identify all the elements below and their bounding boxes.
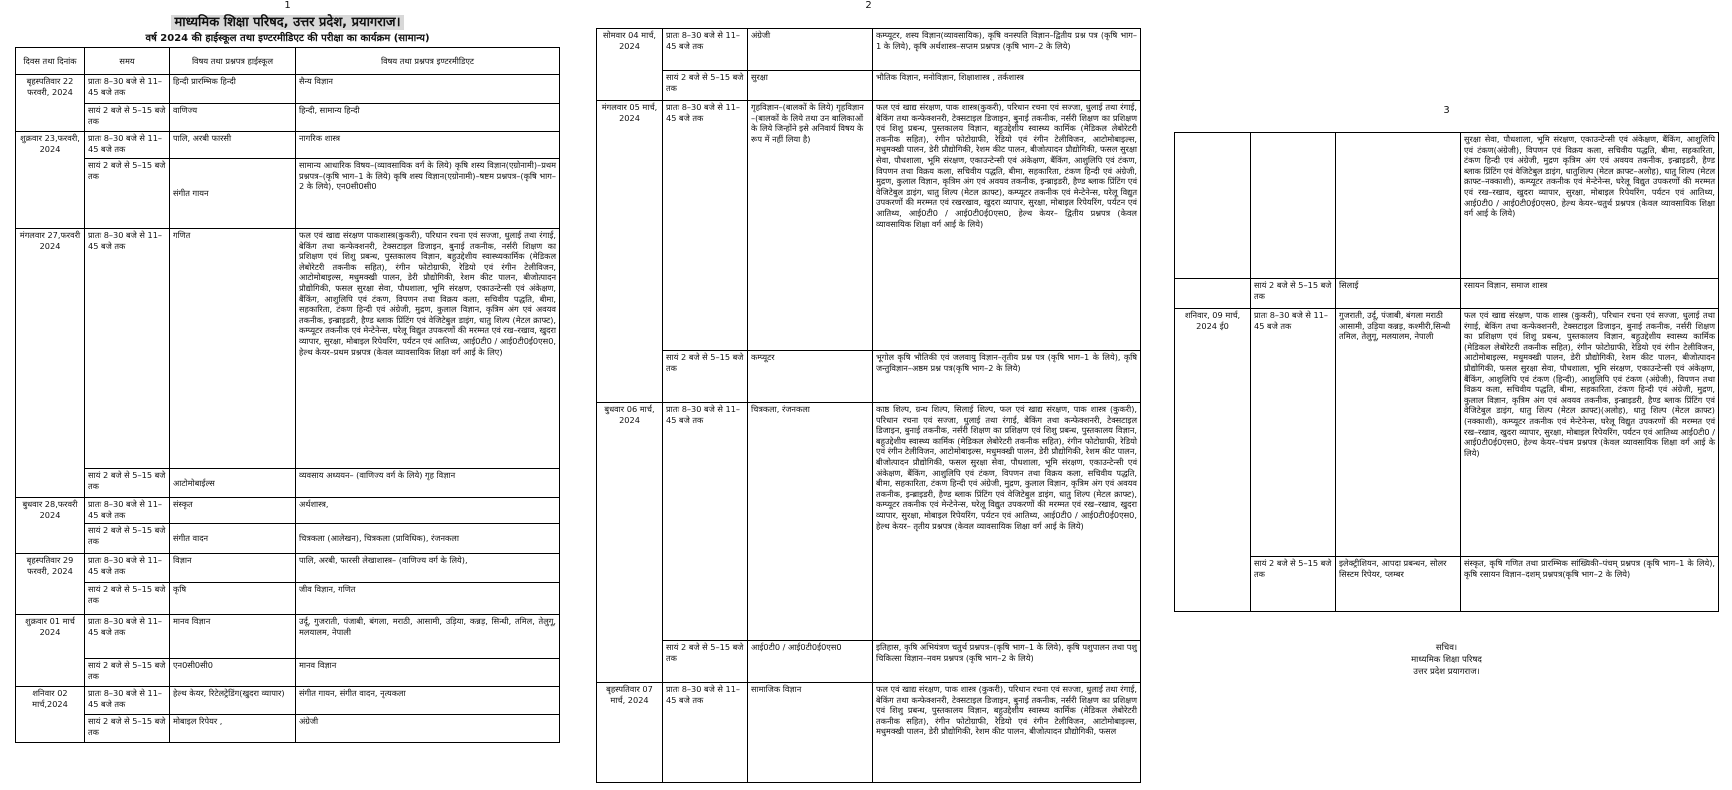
table-row (597, 351, 1141, 403)
document-title: माध्यमिक शिक्षा परिषद, उत्तर प्रदेश, प्रयागराज। (15, 14, 560, 32)
intermediate-subject: इतिहास, कृषि अभियंत्रण चतुर्थ प्रश्नपत्र–(कृषि भाग–1 के लिये), कृषि पशुपालन तथा पशु चिकित्सा विज्ञान–नवम प्रश्नपत्र (कृषि भाग–2 के लिये) (873, 641, 1141, 683)
page-3 (1174, 0, 1719, 678)
table-row (16, 132, 560, 159)
col-header-highschool: विषय तथा प्रश्नपत्र हाईस्कूल (170, 48, 296, 75)
time-cell: प्रातः 8–30 बजे से 11–45 बजे तक (663, 101, 748, 351)
day-cell: बुधवार 28,फरवरी 2024 (16, 498, 85, 554)
signature-location: उत्तर प्रदेश प्रयागराज। (1413, 667, 1480, 677)
document-subtitle: वर्ष 2024 की हाईस्कूल तथा इण्टरमीडिएट की परीक्षा का कार्यक्रम (सामान्य) (145, 33, 430, 44)
signature-title: सचिव। (1435, 643, 1458, 653)
intermediate-subject: रसायन विज्ञान, समाज शास्त्र (1461, 279, 1719, 309)
time-cell: प्रातः 8–30 बजे से 11–45 बजे तक (85, 615, 170, 659)
time-cell: सायं 2 बजे से 5–15 बजे तक (1251, 557, 1336, 612)
table-row (1175, 133, 1719, 279)
intermediate-subject: सामान्य आधारिक विषय–(व्यावसायिक वर्ग के लिये) कृषि शस्य विज्ञान(एग्रोनामी)–प्रथम प्रश्नपत्र–(कृषि भाग–1 के लिये) कृषि शस्य विज्ञान(एग्रोनामी)–षष्टम प्रश्नपत्र–(कृषि भाग–2 के लिये), एन0सी0सी0 (296, 159, 560, 229)
time-cell: सायं 2 बजे से 5–15 बजे तक (85, 524, 170, 554)
intermediate-subject: पालि, अरबी, फारसी लेखाशास्त्र– (वाणिज्य वर्ग के लिये), (296, 554, 560, 583)
highschool-subject: सुरक्षा (748, 71, 873, 101)
intermediate-subject: व्यवसाय अध्ययन– (वाणिज्य वर्ग के लिये) गृह विज्ञान (296, 469, 560, 498)
table-row (1175, 557, 1719, 612)
highschool-subject: इलेक्ट्रीशियन, आपदा प्रबन्धन, सोलर सिस्टम रिपेयर, प्लम्बर (1336, 557, 1461, 612)
highschool-subject: संगीत वादन (170, 524, 296, 554)
highschool-subject: मानव विज्ञान (170, 615, 296, 659)
page-1 (15, 0, 560, 743)
day-cell: बृहस्पतिवार 22 फरवरी, 2024 (16, 75, 85, 132)
col-header-time: समय (85, 48, 170, 75)
highschool-subject: विज्ञान (170, 554, 296, 583)
day-cell-continued (1175, 133, 1251, 279)
intermediate-subject: चित्रकला (आलेखन), चित्रकला (प्राविधिक), रंजनकला (296, 524, 560, 554)
intermediate-subject: फल एवं खाद्य संरक्षण, पाक शास्त्र (कुकरी), परिधान रचना एवं सज्जा, धुलाई तथा रंगाई, बेकिंग तथा कन्फेक्शनरी, टेक्सटाइल डिजाइन, बुनाई तकनीक, नर्सरी शिक्षण का प्रशिक्षण एवं शिशु प्रबन्ध, पुस्तकालय विज्ञान, बहुउद्देशीय स्वास्थ्य कार्मिक (मेडिकल लेबोरेटरी तकनीक सहित), रंगीन फोटोग्राफी, रेडियो एवं रंगीन टेलीविजन, आटोमोबाइल्स, मधुमक्खी पालन, डेरी प्रौद्योगिकी, रेशम कीट पालन, बीजोत्पादन प्रौद्योगिकी, फसल (873, 683, 1141, 783)
table-row (16, 469, 560, 498)
highschool-subject: कम्प्यूटर (748, 351, 873, 403)
intermediate-subject: फल एवं खाद्य संरक्षण, पाक शास्त्र (कुकरी), परिधान रचना एवं सज्जा, धुलाई तथा रंगाई, बेकिंग तथा कन्फेक्शनरी, टेक्सटाइल डिजाइन, बुनाई तकनीक, नर्सरी शिक्षण का प्रशिक्षण एवं शिशु प्रबन्ध, पुस्तकालय विज्ञान, बहुउद्देशीय स्वास्थ्य कार्मिक (मेडिकल लेबोरेटरी तकनीक सहित), रंगीन फोटोग्राफी, रेडियो एवं रंगीन टेलीविजन, आटोमोबाइल्स, मधुमक्खी पालन, डेरी प्रौद्योगिकी, रेशम कीट पालन, बीजोत्पादन प्रौद्योगिकी, फसल सुरक्षा सेवा, पौधशाला, भूमि संरक्षण, एकाउन्टेन्सी एवं अंकेक्षण, बैंकिंग, आशुलिपि एवं टंकण (हिन्दी), आशुलिपि एवं टंकण (अंग्रेजी), विपणन तथा विक्रय कला, सचिवीय पद्धति, बीमा, सहकारिता, टंकण हिन्दी एवं अंग्रेजी, मुद्रण, कुलाल विज्ञान, कृत्रिम अंग एवं अवयव तकनीक, इन्ब्राइडरी, हैण्ड ब्लाक प्रिंटिंग एवं वेजिटेबुल डाइंग, धातु शिल्प (मेटल क्राफ्ट)(अलोह), धातु शिल्प (मेटल क्राफ्ट)(नक्काशी), कम्प्यूटर तकनीक एवं मेन्टेनेन्स, घरेलू विद्युत उपकरणों की मरम्मत एवं रख–रखाव, खुदरा व्यापार, सुरक्षा, मोबाइल रिपेयरिंग, पर्यटन एवं आतिथ्य आई0टी0 / आई0टी0ई0एस0, हेल्थ केयर–पंचम प्रश्नपत्र (केवल व्यावसायिक शिक्षा वर्ग आई के लिये) (1461, 309, 1719, 557)
page-3-top (1174, 0, 1719, 116)
day-cell-continued (1175, 279, 1251, 309)
intermediate-subject: अर्थशास्त्र, (296, 498, 560, 524)
page-number: 2 (865, 0, 872, 11)
time-cell: प्रातः 8–30 बजे से 11–45 बजे तक (663, 403, 748, 641)
time-cell: प्रातः 8–30 बजे से 11–45 बजे तक (85, 554, 170, 583)
signature-block (1174, 642, 1719, 678)
page-number: 1 (284, 0, 291, 11)
table-row (16, 554, 560, 583)
time-cell: सायं 2 बजे से 5–15 बजे तक (663, 71, 748, 101)
highschool-subject: आटोमोबाईल्स (170, 469, 296, 498)
day-cell: सोमवार 04 मार्च, 2024 (597, 29, 663, 101)
intermediate-subject: फल एवं खाद्य संरक्षण पाकशास्त्र(कुकरी), परिधान रचना एवं सज्जा, धुलाई तथा रंगाई, बेकिंग तथा कन्फेक्शनरी, टेक्सटाइल डिजाइन, बुनाई तकनीक, नर्सरी शिक्षण का प्रशिक्षण एवं शिशु प्रबन्ध, पुस्तकालय विज्ञान, बहुउद्देशीय स्वास्थ्यकार्मिक (मेडिकल लेबोरेटरी तकनीक सहित), रंगीन फोटोग्राफी, रेडियो एवं रंगीन टेलीविजन, आटोमोबाइल्स, मधुमक्खी पालन, डेरी प्रौद्योगिकी, रेशम कीट पालन, बीजोत्पादन प्रौद्योगिकी, फसल सुरक्षा सेवा, पौधशाला, भूमि संरक्षण, एकाउन्टेन्सी एवं अंकेक्षण, बैंकिंग, आशुलिपि एवं टंकण, विपणन तथा विक्रय कला, सचिवीय पद्धति, बीमा, सहकारिता, टंकण हिन्दी एवं अंग्रेजी, मुद्रण, कुलाल विज्ञान, कृत्रिम अंग एवं अवयव तकनीक, इन्ब्राइडरी, हैण्ड ब्लाक प्रिंटिंग एवं वेजिटेबुल डाइंग, धातु शिल्प (मेटल क्राफ्ट), कम्प्यूटर तकनीक एवं मेन्टेनेन्स, घरेलू विद्युत उपकरणों की मरम्मत एवं रख–रखाव, खुदरा व्यापार, सुरक्षा, मोबाइल रिपेयरिंग, पर्यटन एवं आतिथ्य, आई0टी0 / आई0टी0ई0एस0, हेल्थ केयर–प्रथम प्रश्नपत्र (केवल व्यावसायिक शिक्षा वर्ग आई के लिए) (296, 229, 560, 469)
intermediate-subject: सुरक्षा सेवा, पौधशाला, भूमि संरक्षण, एकाउन्टेन्सी एवं अंकेक्षण, बैंकिंग, आशुलिपि एवं टंकण(अंग्रेजी), विपणन एवं विक्रय कला, सचिवीय पद्धति, बीमा, सहकारिता, टंकण हिन्दी एवं अंग्रेजी, मुद्रण कृत्रिम अंग एवं अवयव तकनीक, इन्ब्राइडरी, हैण्ड ब्लाक प्रिंटिंग एवं वेजिटेबुल डाइंग, धातुशिल्प (मेटल क्राफ्ट–अलोह), धातु शिल्प (मेटल क्राफ्ट–नक्काशी), कम्प्यूटर तकनीक एवं मेन्टेनेन्स, घरेलू विद्युत उपकरणों की मरम्मत एवं रख–रखाव, खुदरा व्यापार, सुरक्षा, मोबाइल रिपेयरिंग, पर्यटन एवं आतिथ्य, आई0टी0 / आई0टी0ई0एस0, हेल्थ केयर–चतुर्थ प्रश्नपत्र (केवल व्यावसायिक शिक्षा वर्ग आई के लिये) (1461, 133, 1719, 279)
time-cell: प्रातः 8–30 बजे से 11–45 बजे तक (663, 29, 748, 71)
table-row (1175, 309, 1719, 557)
highschool-subject: संस्कृत (170, 498, 296, 524)
intermediate-subject: नागरिक शास्त्र (296, 132, 560, 159)
day-cell: मंगलवार 27,फरवरी 2024 (16, 229, 85, 498)
intermediate-subject: संस्कृत, कृषि गणित तथा प्रारम्भिक सांख्यिकी–पंचम् प्रश्नपत्र (कृषि भाग–1 के लिये), कृषि रसायन विज्ञान–दशम् प्रश्नपत्र(कृषि भाग–2 के लिये) (1461, 557, 1719, 612)
highschool-subject: मोबाइल रिपेयर , (170, 715, 296, 743)
time-cell: सायं 2 बजे से 5–15 बजे तक (1251, 279, 1336, 309)
table-row (16, 687, 560, 715)
table-row (16, 229, 560, 469)
intermediate-subject: मानव विज्ञान (296, 659, 560, 687)
time-cell: प्रातः 8–30 बजे से 11–45 बजे तक (85, 498, 170, 524)
table-row (16, 104, 560, 132)
table-row (16, 524, 560, 554)
intermediate-subject: हिन्दी, सामान्य हिन्दी (296, 104, 560, 132)
col-header-day: दिवस तथा दिनांक (16, 48, 85, 75)
table-row (597, 403, 1141, 641)
highschool-subject: हेल्थ केयर, रिटेलट्रेडिंग(खुदरा व्यापार) (170, 687, 296, 715)
table-row (16, 583, 560, 615)
highschool-subject: हिन्दी प्रारम्भिक हिन्दी (170, 75, 296, 104)
intermediate-subject: अंग्रेजी (296, 715, 560, 743)
day-cell: शनिवार 02 मार्च,2024 (16, 687, 85, 743)
time-cell: सायं 2 बजे से 5–15 बजे तक (663, 351, 748, 403)
intermediate-subject: काष्ठ शिल्प, ग्रन्थ शिल्प, सिलाई शिल्प, फल एवं खाद्य संरक्षण, पाक शास्त्र (कुकरी), परिधान रचना एवं सज्जा, धुलाई तथा रंगाई, बेकिंग तथा कन्फेक्शनरी, टेक्सटाइल डिजाइन, बुनाई तकनीक, नर्सरी शिक्षण का प्रशिक्षण एवं शिशु प्रबन्ध, पुस्तकालय विज्ञान, बहुउद्देशीय स्वास्थ्य कार्मिक (मेडिकल लेबोरेटरी तकनीक सहित), रंगीन फोटोग्राफी, रेडियो एवं रंगीन टेलीविजन, आटोमोबाइल्स, मधुमक्खी पालन, डेरी प्रौद्योगिकी, रेशम कीट पालन, बीजोत्पादन प्रौद्योगिकी, फसल सुरक्षा सेवा, पौधशाला, भूमि संरक्षण, एकाउन्टेन्सी एवं अंकेक्षण, बैंकिंग, आशुलिपि एवं टंकण, विपणन तथा विक्रय कला, सचिवीय पद्धति, बीमा, सहकारिता, टंकण हिन्दी एवं अंग्रेजी, मुद्रण, कुलाल विज्ञान, कृत्रिम अंग एवं अवयव तकनीक, इन्ब्राइडरी, हैण्ड ब्लाक प्रिंटिंग एवं वेजिटेबुल डाइंग, धातु शिल्प (मेटल क्राफ्ट), कम्प्यूटर तकनीक एवं मेन्टेनेन्स, घरेलू विद्युत उपकरणों की मरम्मत एवं रख–रखाव, खुदरा व्यापार, सुरक्षा, मोबाइल रिपेयरिंग, पर्यटन एवं आतिथ्य, आई0टी0 / आई0टी0ई0एस0, हेल्थ केयर– तृतीय प्रश्नपत्र (केवल व्यावसायिक शिक्षा वर्ग आई के लिये) (873, 403, 1141, 641)
schedule-table-page-2 (596, 28, 1141, 783)
table-row (597, 71, 1141, 101)
intermediate-subject: उर्दू, गुजराती, पंजाबी, बंगला, मराठी, आसामी, उड़िया, कन्नड़, सिन्धी, तमिल, तेलुगू, मलयालम, नेपाली (296, 615, 560, 659)
table-row (597, 29, 1141, 71)
time-cell: प्रातः 8–30 बजे से 11–45 बजे तक (85, 75, 170, 104)
table-row (16, 715, 560, 743)
time-cell: सायं 2 बजे से 5–15 बजे तक (85, 159, 170, 229)
table-row (16, 659, 560, 687)
schedule-table-page-1 (15, 47, 560, 743)
intermediate-subject: फल एवं खाद्य संरक्षण, पाक शास्त्र(कुकरी), परिधान रचना एवं सज्जा, धुलाई तथा रंगाई, बेकिंग तथा कन्फेक्शनरी, टेक्सटाइल डिजाइन, बुनाई तकनीक, नर्सरी शिक्षण का प्रशिक्षण एवं शिशु प्रबन्ध, पुस्तकालय विज्ञान, बहुउद्देशीय स्वास्थ्य कार्मिक (मेडिकल लेबोरेटरी तकनीक सहित), रंगीन फोटोग्राफी, रेडियो एवं रंगीन टेलीविजन, आटोमोबाइल्स, मधुमक्खी पालन, डेरी प्रौद्योगिकी, रेशम कीट पालन, बीजोत्पादन प्रौद्योगिकी, फसल सुरक्षा सेवा, पौधशाला, भूमि संरक्षण, एकाउन्टेन्सी एवं अंकेक्षण, बैंकिंग, आशुलिपि एवं टंकण, विपणन तथा विक्रय कला, सचिवीय पद्धति, बीमा, सहकारिता, टंकण हिन्दी एवं अंग्रेजी, मुद्रण, कुलाल विज्ञान, कृत्रिम अंग एवं अवयव तकनीक, इन्ब्राइडरी, हैण्ड ब्लाक प्रिंटिंग एवं वेजिटेबुल डाइंग, धातु शिल्प (मेटल क्राफ्ट), कम्प्यूटर तकनीक एवं मेन्टेनेन्स, घरेलू विद्युत उपकरणों की मरम्मत एवं रखरखाव, खुदरा व्यापार, सुरक्षा, मोबाइल रिपेयरिंग, पर्यटन एवं आतिथ्य, आई0टी0 / आई0टी0ई0एस0, हेल्थ केयर– द्वितीय प्रश्नपत्र (केवल व्यावसायिक शिक्षा वर्ग आई के लिये) (873, 101, 1141, 351)
highschool-subject: गुजराती, उर्दू, पंजाबी, बंगला मराठी आसामी, उड़िया कन्नड़, कश्मीरी,सिन्धी तमिल, तेलुगू, मलयालम, नेपाली (1336, 309, 1461, 557)
highschool-subject: आई0टी0 / आई0टी0ई0एस0 (748, 641, 873, 683)
time-cell: प्रातः 8–30 बजे से 11–45 बजे तक (663, 683, 748, 783)
table-row (597, 641, 1141, 683)
highschool-subject: संगीत गायन (170, 159, 296, 229)
highschool-subject: गृहविज्ञान–(बालकों के लिये) गृहविज्ञान –(बालकों के लिये तथा उन बालिकाओं के लिये जिन्होंने इसे अनिवार्य विषय के रूप में नहीं लिया है) (748, 101, 873, 351)
highschool-subject: एन0सी0सी0 (170, 659, 296, 687)
time-cell: सायं 2 बजे से 5–15 बजे तक (663, 641, 748, 683)
highschool-subject: वाणिज्य (170, 104, 296, 132)
intermediate-subject: जीव विज्ञान, गणित (296, 583, 560, 615)
time-cell: प्रातः 8–30 बजे से 11–45 बजे तक (1251, 309, 1336, 557)
intermediate-subject: संगीत गायन, संगीत वादन, नृत्यकला (296, 687, 560, 715)
intermediate-subject: भूगोल कृषि भौतिकी एवं जलवायु विज्ञान–तृतीय प्रश्न पत्र (कृषि भाग–1 के लिये), कृषि जन्तुविज्ञान–अष्ठम प्रश्न पत्र(कृषि भाग–2 के लिये) (873, 351, 1141, 403)
table-row (1175, 279, 1719, 309)
intermediate-subject: सैन्य विज्ञान (296, 75, 560, 104)
time-cell: सायं 2 बजे से 5–15 बजे तक (85, 583, 170, 615)
table-row (16, 498, 560, 524)
table-row (16, 159, 560, 229)
time-cell: प्रातः 8–30 बजे से 11–45 बजे तक (85, 132, 170, 159)
highschool-subject: अंग्रेजी (748, 29, 873, 71)
highschool-subject: कृषि (170, 583, 296, 615)
highschool-subject-continued (1336, 133, 1461, 279)
highschool-subject: गणित (170, 229, 296, 469)
time-cell: प्रातः 8–30 बजे से 11–45 बजे तक (85, 687, 170, 715)
day-cell: बृहस्पतिवार 29 फरवरी, 2024 (16, 554, 85, 615)
time-cell: सायं 2 बजे से 5–15 बजे तक (85, 104, 170, 132)
table-header-row (16, 48, 560, 75)
page-number: 3 (1443, 105, 1450, 116)
time-cell: सायं 2 बजे से 5–15 बजे तक (85, 659, 170, 687)
time-cell: प्रातः 8–30 बजे से 11–45 बजे तक (85, 229, 170, 469)
schedule-table-page-3 (1174, 132, 1719, 612)
highschool-subject: चित्रकला, रंजनकला (748, 403, 873, 641)
time-cell-continued (1251, 133, 1336, 279)
col-header-intermediate: विषय तथा प्रश्नपत्र इण्टरमीडिएट (296, 48, 560, 75)
intermediate-subject: कम्प्यूटर, शस्य विज्ञान(व्यावसायिक), कृषि वनस्पति विज्ञान–द्वितीय प्रश्न पत्र (कृषि भाग–1 के लिये), कृषि अर्थशास्त्र–सप्तम प्रश्नपत्र (कृषि भाग–2 के लिये) (873, 29, 1141, 71)
day-cell: शनिवार, 09 मार्च, 2024 ई0 (1175, 309, 1251, 612)
table-row (16, 75, 560, 104)
intermediate-subject: भौतिक विज्ञान, मनोविज्ञान, शिक्षाशास्त्र , तर्कशास्त्र (873, 71, 1141, 101)
day-cell: मंगलवार 05 मार्च, 2024 (597, 101, 663, 403)
day-cell: शुक्रवार 01 मार्च 2024 (16, 615, 85, 687)
table-row (16, 615, 560, 659)
day-cell: शुक्रवार 23,फरवरी, 2024 (16, 132, 85, 229)
table-row (597, 101, 1141, 351)
time-cell: सायं 2 बजे से 5–15 बजे तक (85, 715, 170, 743)
signature-office: माध्यमिक शिक्षा परिषद (1411, 655, 1482, 665)
highschool-subject: सिलाई (1336, 279, 1461, 309)
table-row (597, 683, 1141, 783)
time-cell: सायं 2 बजे से 5–15 बजे तक (85, 469, 170, 498)
page-2 (596, 0, 1141, 783)
day-cell: बृहस्पतिवार 07 मार्च, 2024 (597, 683, 663, 783)
highschool-subject: पालि, अरबी फारसी (170, 132, 296, 159)
day-cell: बुधवार 06 मार्च, 2024 (597, 403, 663, 683)
highschool-subject: सामाजिक विज्ञान (748, 683, 873, 783)
